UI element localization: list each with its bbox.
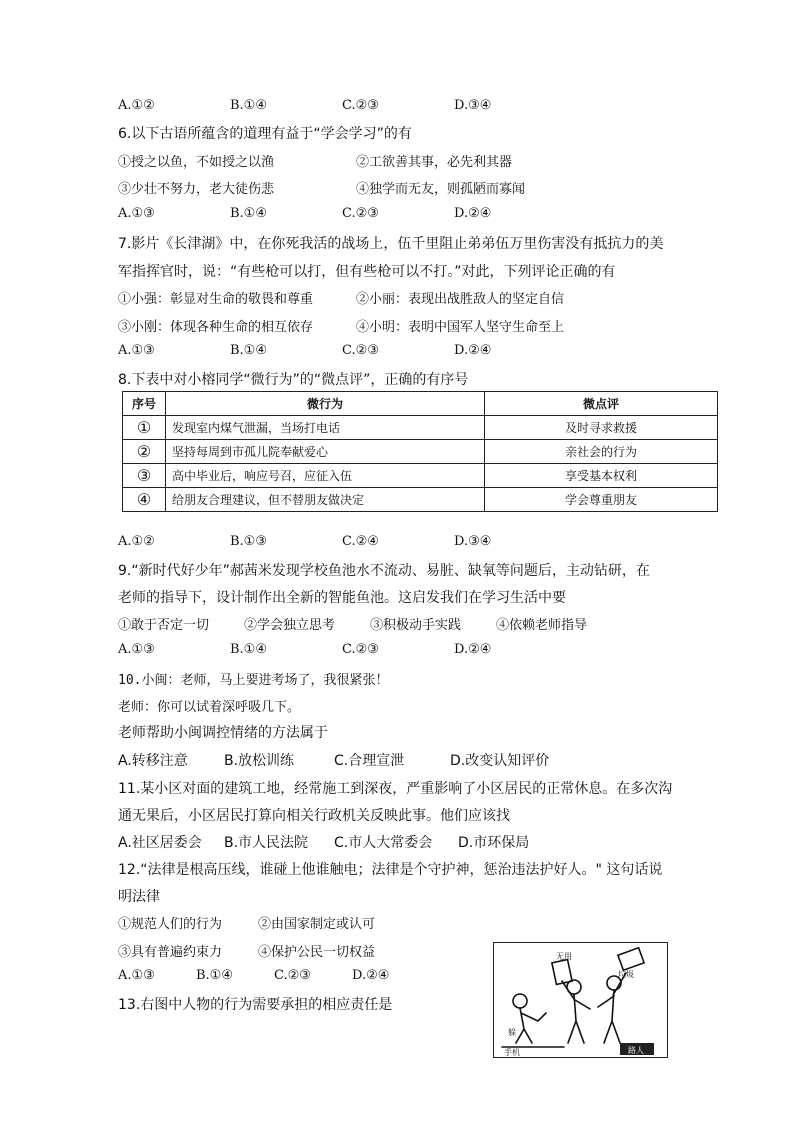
q5-option-a: A.①② <box>118 98 155 113</box>
q5-option-c: C.②③ <box>342 98 379 113</box>
figure-left-body <box>516 1008 546 1043</box>
q8-option-c: C.②④ <box>342 534 379 549</box>
row-cmt: 及时寻求救援 <box>485 416 718 440</box>
q9-item-1: ①敢于否定一切 <box>118 618 210 633</box>
q12-item-1: ①规范人们的行为 <box>118 917 223 932</box>
q12-item-2: ②由国家制定或认可 <box>258 917 376 932</box>
q12-option-c: C.②③ <box>274 968 311 983</box>
label-shouji: 手机 <box>504 1048 520 1057</box>
row-cmt: 亲社会的行为 <box>485 440 718 464</box>
q7-stem-line1: 7.影片《长津湖》中，在你死我活的战场上，伍千里阻止弟弟伍万里伤害没有抵抗力的美 <box>118 236 664 252</box>
row-num: ③ <box>123 464 166 488</box>
row-act: 发现室内煤气泄漏，当场打电话 <box>166 416 485 440</box>
q12-items-row2 <box>118 941 375 960</box>
q6-option-a: A.①③ <box>118 206 155 221</box>
q11-option-d: D.市环保局 <box>458 835 530 851</box>
row-act: 给朋友合理建议，但不替朋友做决定 <box>166 488 485 512</box>
q6-stem: 6.以下古语所蕴含的道理有益于“学会学习”的有 <box>118 126 412 142</box>
q7-option-c: C.②③ <box>342 343 379 358</box>
q7-stem-line2: 军指挥官时，说：“有些枪可以打，但有些枪可以不打。”对此，下列评论正确的有 <box>118 264 616 280</box>
q10-options <box>118 750 549 770</box>
q12-stem-line2: 明法律 <box>118 889 160 905</box>
q7-items-row1 <box>118 288 564 307</box>
table-row <box>123 488 718 512</box>
q6-item-2: ②工欲善其事，必先利其器 <box>356 155 513 170</box>
q6-item-1: ①授之以鱼，不如授之以渔 <box>118 155 275 170</box>
cartoon-illustration <box>493 942 668 1058</box>
q9-item-3: ③积极动手实践 <box>370 618 462 633</box>
q10-dialogue-teacher: 老师：你可以试着深呼吸几下。 <box>118 700 301 715</box>
label-luren: 路人 <box>628 1046 644 1055</box>
figure-left-head <box>513 994 527 1008</box>
q9-option-a: A.①③ <box>118 642 155 657</box>
q10-option-b: B.放松训练 <box>224 753 295 769</box>
q9-items <box>118 614 587 633</box>
q5-option-b: B.①④ <box>230 98 267 113</box>
q7-item-3: ③小刚：体现各种生命的相互依存 <box>118 320 314 335</box>
q9-item-2: ②学会独立思考 <box>244 618 336 633</box>
q11-stem-line1: 11.某小区对面的建筑工地，经常施工到深夜，严重影响了小区居民的正常休息。在多次沟 <box>118 781 673 797</box>
q5-options <box>118 98 491 113</box>
q7-option-a: A.①③ <box>118 343 155 358</box>
q13-stem: 13.右图中人物的行为需要承担的相应责任是 <box>118 997 393 1013</box>
q9-options <box>118 642 491 657</box>
q12-stem-line1: 12.“法律是根高压线，谁碰上他谁触电；法律是个守护神，惩治违法护好人。" 这句话说 <box>118 862 663 878</box>
q6-item-4: ④独学而无友，则孤陋而寡闻 <box>356 182 526 197</box>
header-act: 微行为 <box>166 392 485 416</box>
q7-item-4: ④小明：表明中国军人坚守生命至上 <box>356 320 565 335</box>
q7-item-2: ②小丽：表现出战胜敌人的坚定自信 <box>356 292 565 307</box>
q8-option-d: D.③④ <box>454 534 492 549</box>
label-duo: 躲 <box>508 1028 516 1037</box>
row-act: 坚持每周到市孤儿院奉献爱心 <box>166 440 485 464</box>
table-row <box>123 416 718 440</box>
row-act: 高中毕业后，响应号召，应征入伍 <box>166 464 485 488</box>
q8-table <box>122 391 718 512</box>
row-num: ② <box>123 440 166 464</box>
q7-options <box>118 343 491 358</box>
q7-option-b: B.①④ <box>230 343 267 358</box>
q11-option-c: C.市人大常委会 <box>334 835 433 851</box>
q8-options <box>118 534 491 549</box>
q6-items-row1 <box>118 151 512 170</box>
q12-item-3: ③具有普遍约束力 <box>118 945 223 960</box>
q10-stem: 老师帮助小闽调控情绪的方法属于 <box>118 725 328 741</box>
q6-option-b: B.①④ <box>230 206 267 221</box>
q12-option-b: B.①④ <box>196 968 233 983</box>
figure-right-body <box>598 973 626 1043</box>
q10-option-c: C.合理宣泄 <box>334 753 405 769</box>
q5-option-d: D.③④ <box>454 98 492 113</box>
q9-option-b: B.①④ <box>230 642 267 657</box>
q9-stem-line2: 老师的指导下，设计制作出全新的智能鱼池。这启发我们在学习生活中要 <box>118 590 566 606</box>
header-num: 序号 <box>123 392 166 416</box>
q9-item-4: ④依赖老师指导 <box>496 618 588 633</box>
q11-option-a: A.社区居委会 <box>118 835 202 851</box>
q9-option-d: D.②④ <box>454 642 492 657</box>
q6-items-row2 <box>118 178 525 197</box>
label-laji: 垃圾 <box>618 970 634 979</box>
q10-dialogue-student: 10.小闽：老师，马上要进考场了，我很紧张！ <box>118 673 389 688</box>
q10-option-a: A.转移注意 <box>118 753 188 769</box>
row-cmt: 享受基本权利 <box>485 464 718 488</box>
row-cmt: 学会尊重朋友 <box>485 488 718 512</box>
q11-option-b: B.市人民法院 <box>224 835 309 851</box>
row-num: ④ <box>123 488 166 512</box>
figure-middle-body <box>562 981 590 1043</box>
q12-item-4: ④保护公民一切权益 <box>258 945 376 960</box>
phone-sign-right <box>618 948 644 971</box>
q8-option-b: B.①③ <box>230 534 267 549</box>
q7-items-row2 <box>118 316 564 335</box>
q12-items-row1 <box>118 913 375 932</box>
q7-item-1: ①小强：彰显对生命的敬畏和尊重 <box>118 292 314 307</box>
q12-option-a: A.①③ <box>118 968 155 983</box>
q12-options <box>118 968 389 983</box>
q9-option-c: C.②③ <box>342 642 379 657</box>
row-num: ① <box>123 416 166 440</box>
q12-option-d: D.②④ <box>352 968 390 983</box>
q8-stem: 8.下表中对小榕同学“微行为”的“微点评”，正确的有序号 <box>118 372 469 388</box>
table-row <box>123 464 718 488</box>
q11-stem-line2: 通无果后，小区居民打算向相关行政机关反映此事。他们应该找 <box>118 808 510 824</box>
label-wuyong: 无用 <box>556 952 572 961</box>
q11-options <box>118 832 529 852</box>
table-header-row <box>123 392 718 416</box>
q7-option-d: D.②④ <box>454 343 492 358</box>
q9-stem-line1: 9.“新时代好少年”郝茜米发现学校鱼池水不流动、易脏、缺氧等问题后，主动钻研，在 <box>118 563 650 579</box>
cartoon-svg <box>494 943 667 1057</box>
table-row <box>123 440 718 464</box>
q8-option-a: A.①② <box>118 534 155 549</box>
q6-item-3: ③少壮不努力，老大徒伤悲 <box>118 182 275 197</box>
q6-option-d: D.②④ <box>454 206 492 221</box>
q6-options <box>118 206 491 221</box>
q6-option-c: C.②③ <box>342 206 379 221</box>
header-cmt: 微点评 <box>485 392 718 416</box>
q10-option-d: D.改变认知评价 <box>450 753 550 769</box>
